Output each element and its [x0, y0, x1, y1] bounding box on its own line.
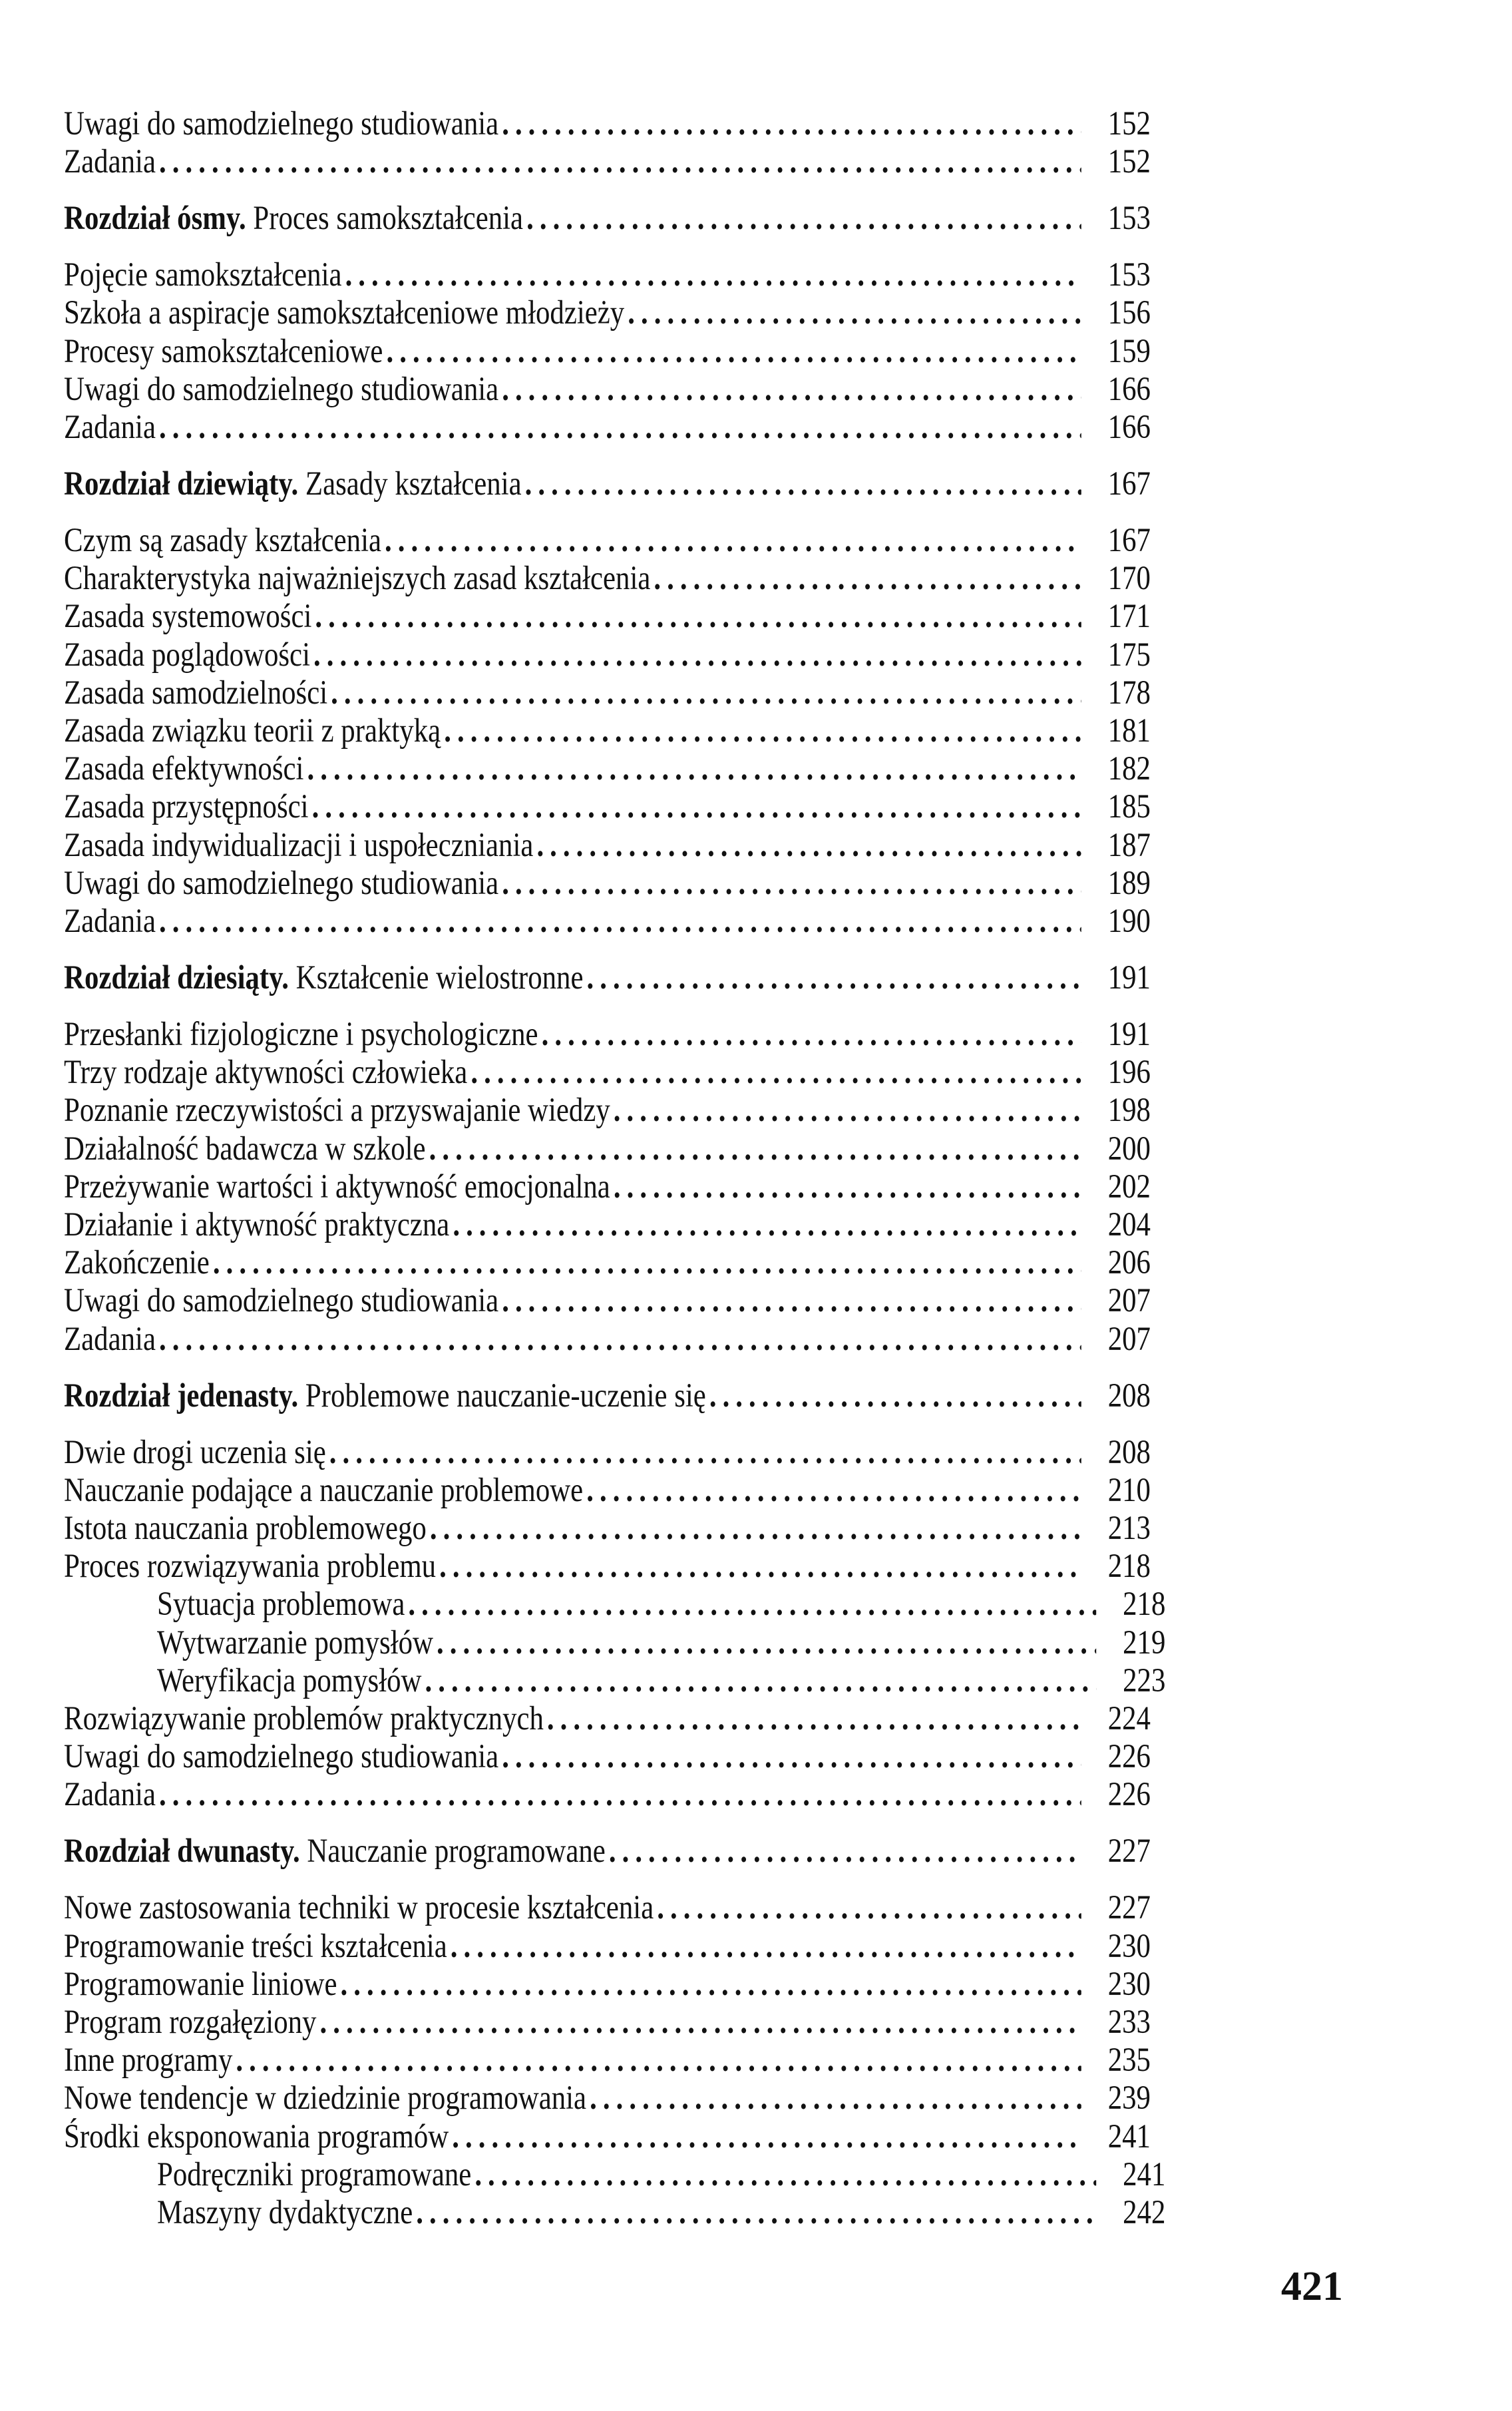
dot-leader [385, 522, 1081, 560]
toc-entry-title: Program rozgałęziony [64, 2004, 317, 2041]
toc-entry-title [64, 465, 522, 503]
dot-leader [313, 636, 1081, 674]
toc-entry[interactable] [64, 2042, 1151, 2080]
chapter-title: Problemowe nauczanie-uczenie się [305, 1377, 706, 1415]
toc-chapter-heading[interactable] [64, 465, 1151, 503]
toc-page-number: 206 [1107, 1244, 1151, 1281]
toc-entry-title: Zasada indywidualizacji i uspołeczniania [64, 827, 534, 864]
toc-page-number: 200 [1107, 1130, 1151, 1168]
dot-leader [159, 1776, 1081, 1814]
toc-entry[interactable] [64, 1889, 1151, 1927]
toc-entry-title: Nowe zastosowania techniki w procesie kształcenia [64, 1889, 654, 1926]
toc-entry[interactable] [64, 1016, 1151, 1054]
toc-entry[interactable] [64, 1472, 1151, 1510]
toc-page-number: 182 [1107, 750, 1151, 787]
toc-page-number: 156 [1107, 294, 1151, 331]
toc-page-number: 230 [1107, 1966, 1151, 2003]
toc-entry-title: Programowanie liniowe [64, 1966, 337, 2003]
toc-page-number: 213 [1107, 1510, 1151, 1547]
toc-entry-title: Zasada efektywności [64, 750, 304, 787]
toc-entry-title: Czym są zasady kształcenia [64, 522, 382, 559]
dot-leader [213, 1244, 1081, 1282]
toc-entry-title: Działalność badawcza w szkole [64, 1130, 426, 1168]
toc-entry[interactable] [64, 1244, 1151, 1282]
toc-entry-title: Zasada samodzielności [64, 674, 328, 712]
toc-entry[interactable] [64, 1092, 1151, 1130]
toc-page-number: 198 [1107, 1092, 1151, 1129]
dot-leader [416, 2194, 1096, 2232]
dot-leader [536, 827, 1081, 865]
toc-entry-title: Uwagi do samodzielnego studiowania [64, 865, 499, 902]
toc-entry-title: Uwagi do samodzielnego studiowania [64, 105, 499, 142]
dot-leader [452, 2118, 1081, 2156]
dot-leader [320, 2004, 1081, 2042]
chapter-title: Nauczanie programowane [307, 1833, 606, 1870]
toc-page-number: 171 [1107, 598, 1151, 635]
dot-leader [525, 465, 1081, 503]
toc-entry[interactable] [64, 788, 1151, 826]
toc-entry[interactable] [64, 256, 1151, 294]
dot-leader [331, 674, 1081, 712]
toc-entry-title: Uwagi do samodzielnego studiowania [64, 1282, 499, 1319]
dot-leader [307, 750, 1081, 788]
dot-leader [609, 1833, 1081, 1870]
toc-page-number: 226 [1107, 1776, 1151, 1813]
toc-subentry[interactable] [157, 2156, 1165, 2194]
dot-leader [408, 1586, 1096, 1624]
toc-entry[interactable] [64, 2080, 1151, 2117]
toc-entry-title: Przesłanki fizjologiczne i psychologiczne [64, 1016, 538, 1053]
toc-entry-title: Poznanie rzeczywistości a przyswajanie wiedzy [64, 1092, 610, 1129]
toc-page-number: 241 [1123, 2156, 1166, 2193]
toc-subentry[interactable] [157, 1624, 1165, 1662]
toc-entry[interactable] [64, 2004, 1151, 2042]
toc-page-number: 196 [1107, 1054, 1151, 1091]
toc-page-number: 189 [1107, 865, 1151, 902]
toc-entry-title: Zadania [64, 1321, 156, 1358]
dot-leader [657, 1889, 1081, 1927]
toc-entry-title: Zasada związku teorii z praktyką [64, 712, 441, 750]
toc-chapter-heading[interactable] [64, 200, 1151, 238]
dot-leader [587, 959, 1081, 997]
toc-entry-title: Rozwiązywanie problemów praktycznych [64, 1700, 544, 1737]
dot-leader [502, 1282, 1081, 1320]
dot-leader [340, 1966, 1081, 2004]
toc-entry-title [64, 1377, 706, 1415]
toc-page-number: 227 [1107, 1889, 1151, 1926]
dot-leader [444, 712, 1081, 750]
toc-entry-title [64, 959, 583, 997]
dot-leader [502, 105, 1081, 143]
dot-leader [453, 1206, 1081, 1244]
toc-page-number: 152 [1107, 143, 1151, 180]
dot-leader [542, 1016, 1081, 1054]
toc-entry-title: Uwagi do samodzielnego studiowania [64, 371, 499, 408]
toc-entry[interactable] [64, 1548, 1151, 1586]
toc-entry-title: Podręczniki programowane [157, 2156, 472, 2193]
toc-entry-title: Dwie drogi uczenia się [64, 1434, 326, 1471]
page-number: 421 [1281, 2264, 1343, 2309]
dot-leader [628, 294, 1081, 332]
toc-entry-title: Zadania [64, 1776, 156, 1813]
toc-entry-title: Zasada przystępności [64, 788, 309, 825]
toc-subentry[interactable] [157, 2194, 1165, 2232]
dot-leader [590, 2080, 1081, 2117]
toc-entry-title: Programowanie treści kształcenia [64, 1928, 447, 1965]
toc-page-number: 190 [1107, 903, 1151, 940]
toc-page-number: 153 [1107, 200, 1151, 237]
toc-entry[interactable] [64, 1321, 1151, 1359]
toc-page-number: 227 [1107, 1833, 1151, 1870]
dot-leader [159, 1321, 1081, 1359]
dot-leader [547, 1700, 1081, 1738]
chapter-label: Rozdział dziewiąty. [64, 465, 299, 503]
dot-leader [451, 1928, 1081, 1966]
toc-page-number: 181 [1107, 712, 1151, 750]
chapter-label: Rozdział dwunasty. [64, 1833, 300, 1870]
toc-entry[interactable] [64, 636, 1151, 674]
toc-subentry[interactable] [157, 1662, 1165, 1700]
toc-entry[interactable] [64, 1510, 1151, 1548]
dot-leader [429, 1130, 1081, 1168]
toc-page-number: 167 [1107, 465, 1151, 503]
toc-entry-title: Środki eksponowania programów [64, 2118, 449, 2155]
toc-entry[interactable] [64, 1206, 1151, 1244]
toc-page-number: 170 [1107, 560, 1151, 597]
toc-entry[interactable] [64, 522, 1151, 560]
toc-entry-title: Zasada systemowości [64, 598, 312, 635]
dot-leader [474, 2156, 1096, 2194]
dot-leader [159, 409, 1081, 447]
toc-page-number: 207 [1107, 1282, 1151, 1319]
dot-leader [315, 598, 1081, 636]
toc-page-number: 210 [1107, 1472, 1151, 1509]
toc-entry[interactable] [64, 2118, 1151, 2156]
toc-entry[interactable] [64, 294, 1151, 332]
toc-entry-title: Przeżywanie wartości i aktywność emocjonalna [64, 1168, 610, 1206]
toc-page-number: 202 [1107, 1168, 1151, 1206]
toc-entry-title: Istota nauczania problemowego [64, 1510, 427, 1547]
dot-leader [502, 371, 1081, 409]
toc-entry-title [64, 200, 523, 238]
toc-page-number: 178 [1107, 674, 1151, 712]
toc-page-number: 166 [1107, 409, 1151, 446]
toc-page-number: 207 [1107, 1321, 1151, 1358]
toc-entry-title: Charakterystyka najważniejszych zasad kształcenia [64, 560, 651, 597]
toc-entry[interactable] [64, 903, 1151, 941]
toc-entry[interactable] [64, 712, 1151, 750]
toc-page-number: 242 [1123, 2194, 1166, 2231]
dot-leader [471, 1054, 1081, 1092]
toc-entry[interactable] [64, 371, 1151, 409]
toc-page-number: 167 [1107, 522, 1151, 559]
toc-entry[interactable] [64, 1966, 1151, 2004]
dot-leader [345, 256, 1081, 294]
toc-entry[interactable] [64, 1738, 1151, 1776]
toc-entry[interactable] [64, 598, 1151, 636]
toc-entry-title: Działanie i aktywność praktyczna [64, 1206, 450, 1243]
toc-page-number: 218 [1107, 1548, 1151, 1585]
toc-entry-title: Nowe tendencje w dziedzinie programowania [64, 2080, 587, 2117]
toc-entry-title: Wytwarzanie pomysłów [157, 1624, 433, 1661]
toc-page-number: 218 [1123, 1586, 1166, 1623]
toc-page-number: 153 [1107, 256, 1151, 294]
dot-leader [312, 788, 1081, 826]
dot-leader [425, 1662, 1097, 1700]
toc-entry[interactable] [64, 1700, 1151, 1738]
toc-chapter-heading[interactable] [64, 1377, 1151, 1415]
toc-entry[interactable] [64, 105, 1151, 143]
toc-page-number: 241 [1107, 2118, 1151, 2155]
toc-entry-title: Uwagi do samodzielnego studiowania [64, 1738, 499, 1775]
dot-leader [236, 2042, 1081, 2080]
toc-entry-title: Nauczanie podające a nauczanie problemowe [64, 1472, 584, 1509]
dot-leader [709, 1377, 1081, 1415]
toc-page-number: 187 [1107, 827, 1151, 864]
toc-entry-title: Pojęcie samokształcenia [64, 256, 342, 294]
toc-entry-title [64, 1833, 606, 1870]
dot-leader [159, 903, 1081, 941]
toc-entry-title: Trzy rodzaje aktywności człowieka [64, 1054, 468, 1091]
toc-page-number: 166 [1107, 371, 1151, 408]
toc-entry-title: Zadania [64, 143, 156, 180]
toc-entry[interactable] [64, 1130, 1151, 1168]
toc-page-number: 191 [1107, 959, 1151, 996]
dot-leader [430, 1510, 1081, 1548]
toc-entry[interactable] [64, 865, 1151, 903]
dot-leader [614, 1092, 1081, 1130]
dot-leader [586, 1472, 1081, 1510]
chapter-title: Kształcenie wielostronne [295, 959, 584, 996]
toc-page-number: 233 [1107, 2004, 1151, 2041]
toc-entry[interactable] [64, 750, 1151, 788]
toc-page-number: 235 [1107, 2042, 1151, 2079]
toc-entry-title: Zasada poglądowości [64, 636, 310, 674]
toc-page-number: 185 [1107, 788, 1151, 825]
toc-page-number: 191 [1107, 1016, 1151, 1053]
toc-entry[interactable] [64, 1776, 1151, 1814]
dot-leader [654, 560, 1081, 598]
chapter-title: Zasady kształcenia [305, 465, 522, 503]
toc-page-number: 230 [1107, 1928, 1151, 1965]
toc-page-number: 224 [1107, 1700, 1151, 1737]
toc-entry[interactable] [64, 143, 1151, 181]
toc-page-number: 219 [1123, 1624, 1166, 1661]
toc-entry-title: Proces rozwiązywania problemu [64, 1548, 437, 1585]
toc-page-number: 239 [1107, 2080, 1151, 2117]
toc-entry-title: Procesy samokształceniowe [64, 333, 383, 370]
chapter-title: Proces samokształcenia [253, 200, 524, 237]
toc-entry[interactable] [64, 333, 1151, 371]
toc-chapter-heading[interactable] [64, 959, 1151, 997]
dot-leader [502, 865, 1081, 903]
toc-page-number: 208 [1107, 1434, 1151, 1471]
dot-leader [437, 1624, 1096, 1662]
toc-page-number: 204 [1107, 1206, 1151, 1243]
toc-entry[interactable] [64, 1168, 1151, 1206]
toc-entry-title: Zakończenie [64, 1244, 210, 1281]
toc-page-number: 226 [1107, 1738, 1151, 1775]
toc-entry[interactable] [64, 674, 1151, 712]
dot-leader [614, 1168, 1081, 1206]
toc-entry-title: Maszyny dydaktyczne [157, 2194, 413, 2231]
toc-page-number: 159 [1107, 333, 1151, 370]
toc-entry[interactable] [64, 1434, 1151, 1472]
toc-entry[interactable] [64, 1054, 1151, 1092]
toc-page-number: 223 [1123, 1662, 1166, 1699]
toc-entry-title: Weryfikacja pomysłów [157, 1662, 422, 1699]
dot-leader [502, 1738, 1081, 1776]
dot-leader [386, 333, 1081, 371]
toc-entry[interactable] [64, 560, 1151, 598]
toc-chapter-heading[interactable] [64, 1833, 1151, 1870]
toc-entry[interactable] [64, 409, 1151, 447]
toc-entry-title: Szkoła a aspiracje samokształceniowe młodzieży [64, 294, 625, 331]
chapter-label: Rozdział ósmy. [64, 200, 246, 237]
toc-subentry[interactable] [157, 1586, 1165, 1624]
toc-entry-title: Zadania [64, 903, 156, 940]
toc-entry-title: Sytuacja problemowa [157, 1586, 405, 1623]
toc-entry-title: Inne programy [64, 2042, 233, 2079]
chapter-label: Rozdział dziesiąty. [64, 959, 289, 996]
dot-leader [526, 200, 1081, 238]
toc-page-number: 175 [1107, 636, 1151, 674]
dot-leader [439, 1548, 1081, 1586]
dot-leader [329, 1434, 1081, 1472]
chapter-label: Rozdział jedenasty. [64, 1377, 299, 1415]
toc-entry-title: Zadania [64, 409, 156, 446]
toc-page-number: 152 [1107, 105, 1151, 142]
toc-entry[interactable] [64, 1282, 1151, 1320]
toc-page-number: 208 [1107, 1377, 1151, 1415]
toc-entry[interactable] [64, 827, 1151, 865]
dot-leader [159, 143, 1081, 181]
toc-entry[interactable] [64, 1928, 1151, 1966]
